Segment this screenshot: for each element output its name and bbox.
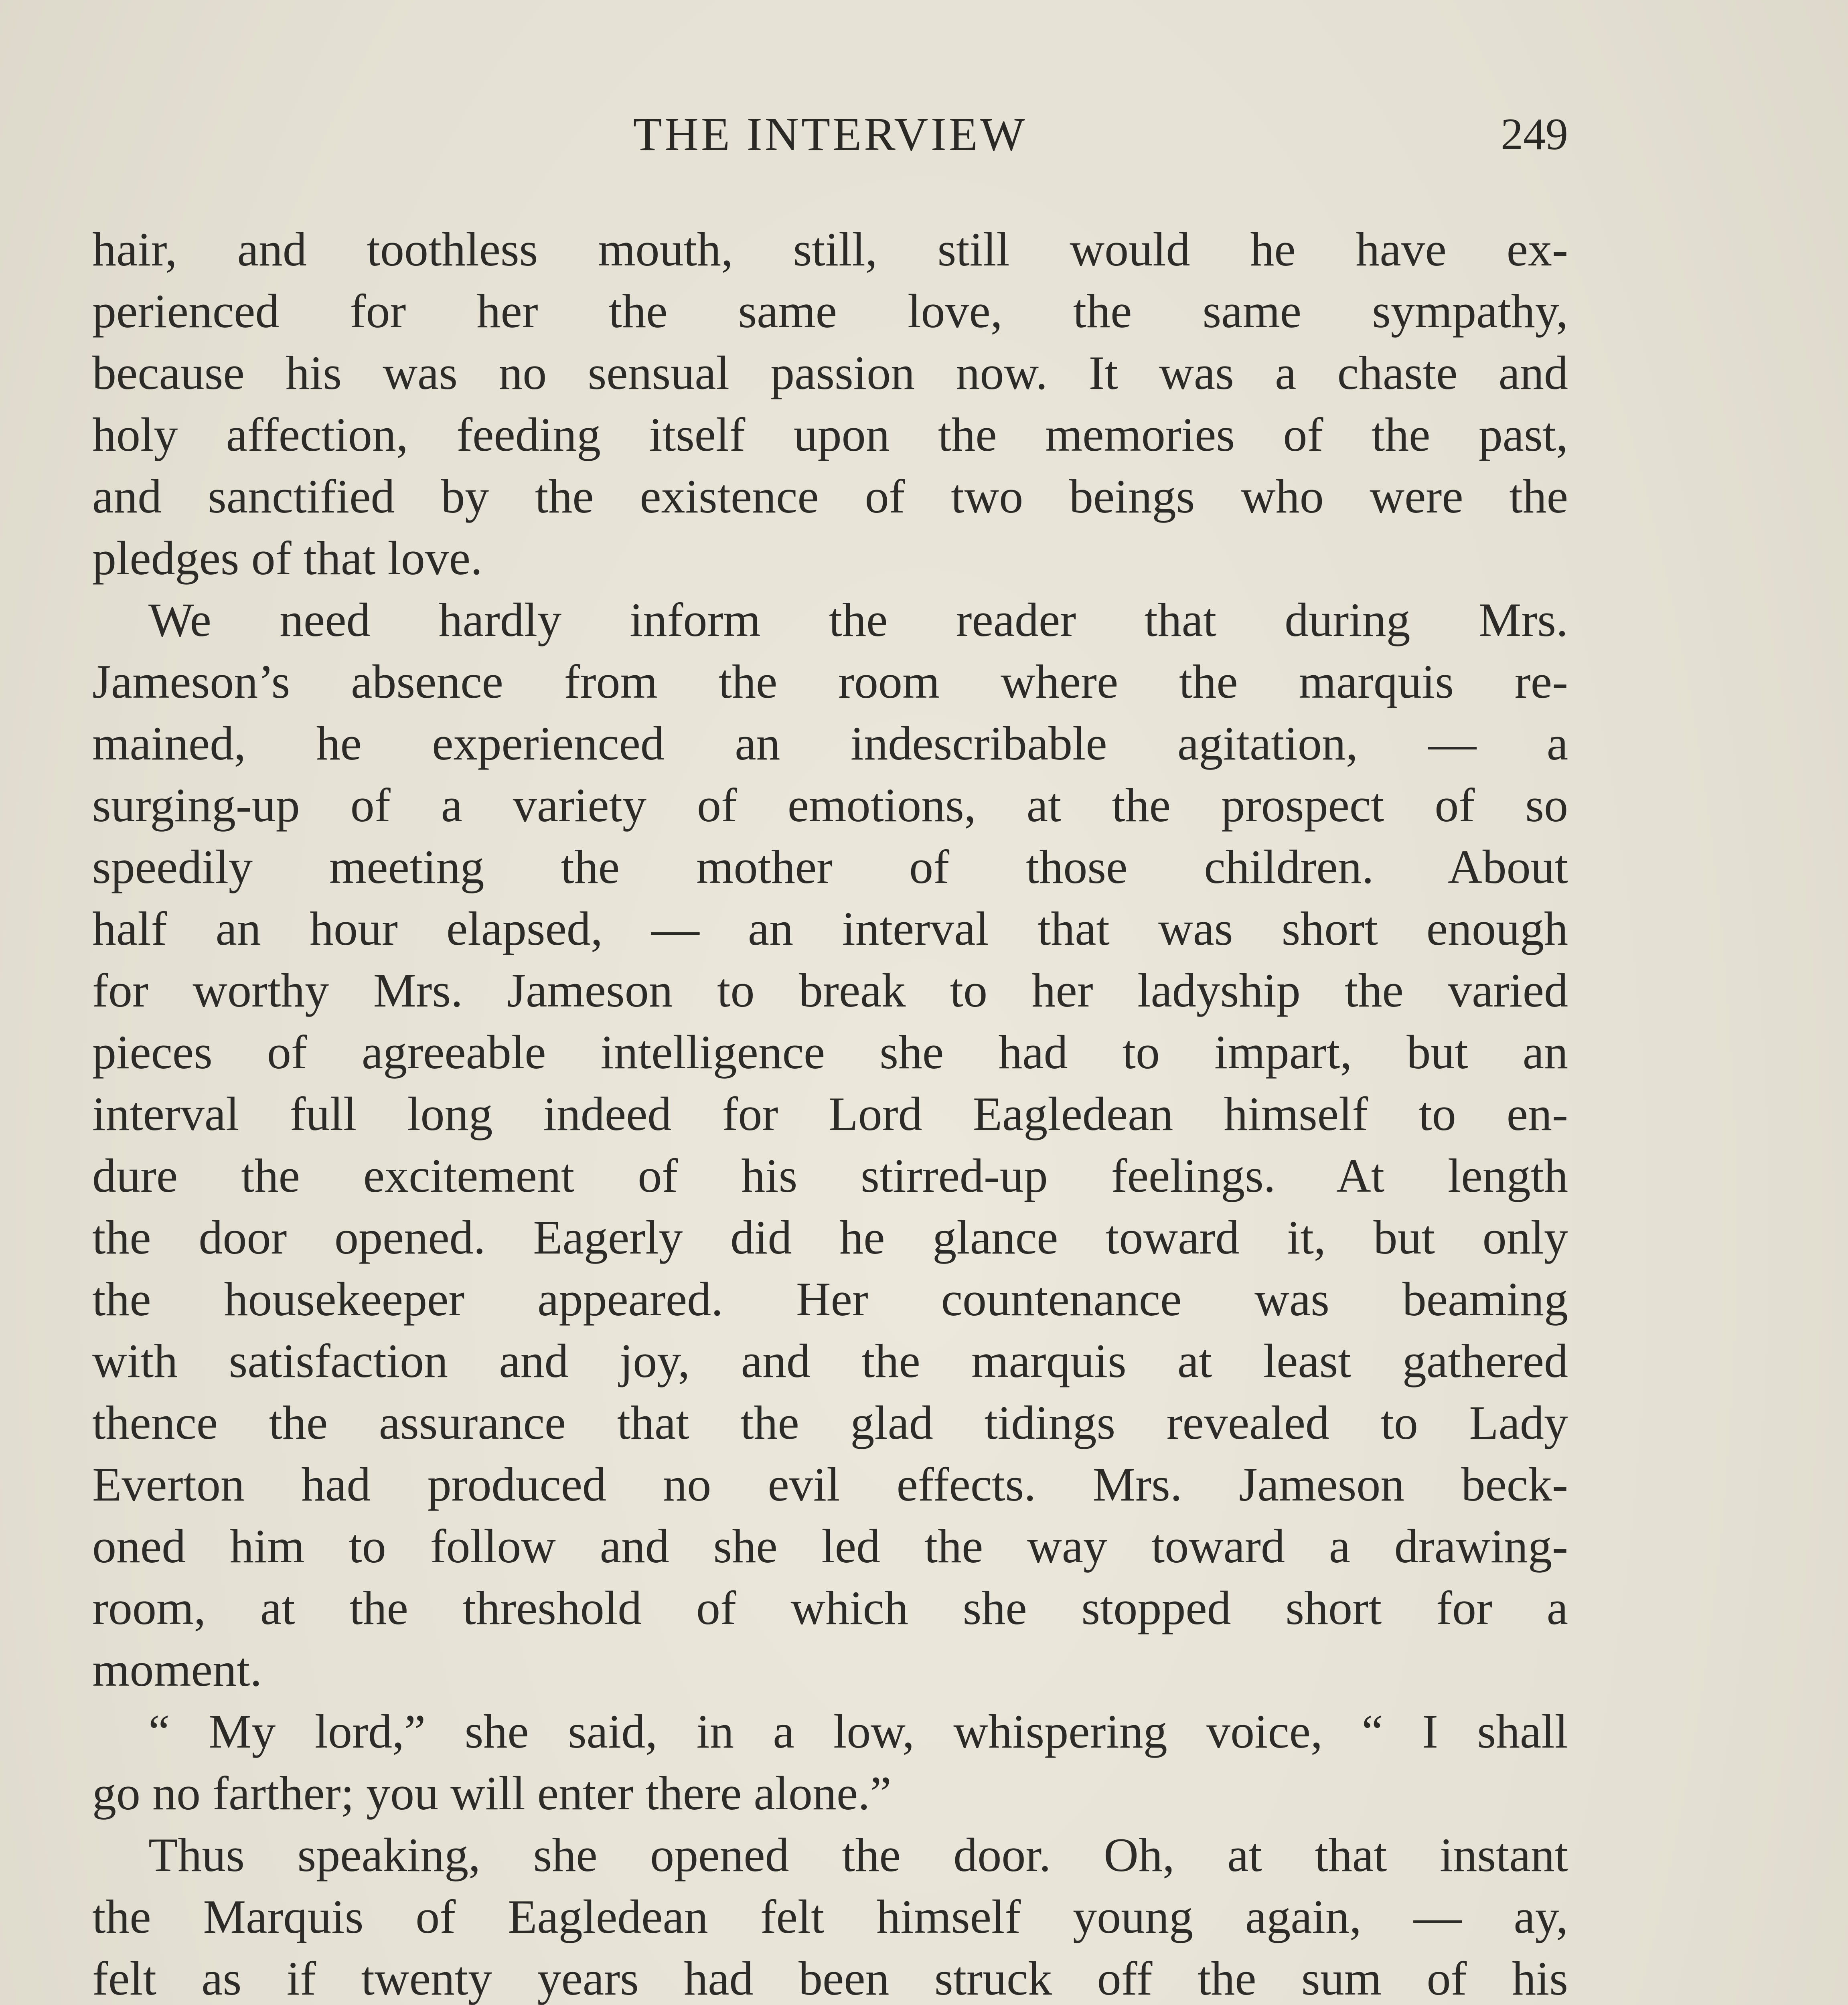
text-line: oned him to follow and she led the way toward a drawing- [92, 1519, 1568, 1573]
text-line: holy affection, feeding itself upon the memories of the past, [92, 408, 1568, 461]
page-number: 249 [1501, 109, 1568, 159]
text-line: Jameson’s absence from the room where the marquis re- [92, 655, 1568, 708]
text-line: the housekeeper appeared. Her countenance was beaming [92, 1272, 1568, 1326]
text-line: because his was no sensual passion now. It was a chaste and [92, 346, 1568, 399]
text-line: room, at the threshold of which she stopped short for a [92, 1581, 1568, 1634]
text-line: moment. [92, 1643, 262, 1696]
text-line: interval full long indeed for Lord Eagledean himself to en- [92, 1087, 1568, 1140]
text-line: thence the assurance that the glad tidings revealed to Lady [92, 1396, 1568, 1449]
text-line: hair, and toothless mouth, still, still would he have ex- [92, 223, 1568, 276]
text-line: Everton had produced no evil effects. Mrs. Jameson beck- [92, 1458, 1568, 1511]
body-text [92, 219, 1568, 2005]
running-head: THE INTERVIEW [633, 108, 1027, 160]
text-line: perienced for her the same love, the same sympathy, [92, 284, 1568, 338]
text-line: “ My lord,” she said, in a low, whispering voice, “ I shall [148, 1705, 1568, 1758]
text-line: and sanctified by the existence of two beings who were the [92, 470, 1568, 523]
text-line: surging-up of a variety of emotions, at the prospect of so [92, 778, 1568, 832]
text-line: with satisfaction and joy, and the marquis at least gathered [92, 1334, 1568, 1387]
text-line: go no farther; you will enter there alone.” [92, 1766, 892, 1820]
text-line: pledges of that love. [92, 531, 483, 585]
page-header [92, 102, 1568, 166]
text-line: speedily meeting the mother of those children. About [92, 840, 1568, 893]
text-line: the Marquis of Eagledean felt himself young again, — ay, [92, 1890, 1568, 1943]
text-line: dure the excitement of his stirred-up feelings. At length [92, 1149, 1568, 1202]
text-line: We need hardly inform the reader that during Mrs. [148, 593, 1568, 646]
text-line: the door opened. Eagerly did he glance toward it, but only [92, 1211, 1568, 1264]
text-line: half an hour elapsed, — an interval that was short enough [92, 902, 1568, 955]
text-line: Thus speaking, she opened the door. Oh, at that instant [148, 1828, 1568, 1881]
text-line: pieces of agreeable intelligence she had to impart, but an [92, 1025, 1568, 1079]
text-line: for worthy Mrs. Jameson to break to her ladyship the varied [92, 964, 1568, 1017]
text-line: mained, he experienced an indescribable agitation, — a [92, 717, 1568, 770]
text-line: felt as if twenty years had been struck off the sum of his [92, 1952, 1568, 2005]
